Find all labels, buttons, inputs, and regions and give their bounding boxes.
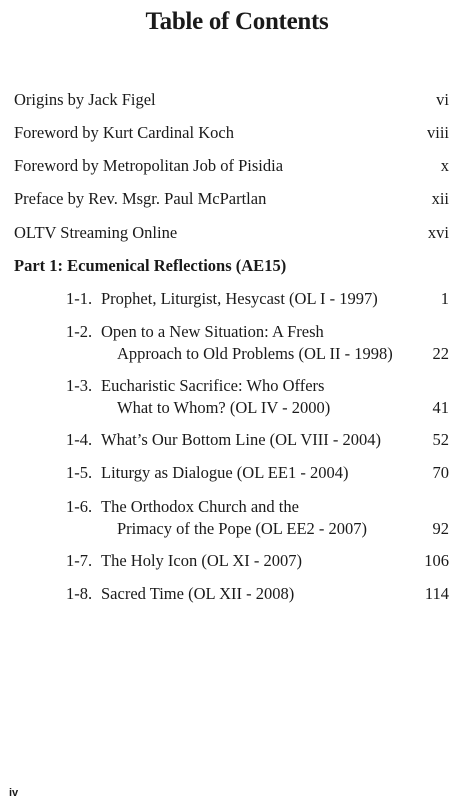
toc-entry[interactable] [14, 155, 449, 177]
toc-entry-label: Foreword by Metropolitan Job of Pisidia [14, 156, 284, 175]
part-heading[interactable]: Part 1: Ecumenical Reflections (AE15) [14, 256, 287, 275]
toc-chapter[interactable] [66, 288, 449, 310]
toc-entry[interactable] [14, 222, 449, 244]
toc-entry[interactable] [14, 188, 449, 210]
toc-entry-label: Foreword by Kurt Cardinal Koch [14, 123, 234, 142]
toc-entry-page: viii [426, 123, 449, 142]
chapter-number: 1-2. [66, 322, 93, 341]
toc-chapter[interactable] [66, 496, 449, 540]
chapter-page: 70 [432, 463, 449, 482]
chapter-title: Liturgy as Dialogue (OL EE1 - 2004) [101, 463, 349, 482]
toc-chapter[interactable] [66, 321, 449, 365]
chapter-page: 1 [440, 289, 449, 308]
page-number: iv [9, 787, 19, 799]
toc-chapter[interactable] [66, 550, 449, 572]
toc-entry[interactable] [14, 89, 449, 111]
chapter-page: 114 [424, 584, 449, 603]
toc-chapter[interactable] [66, 429, 449, 451]
toc-entry-label: Preface by Rev. Msgr. Paul McPartlan [14, 189, 267, 208]
page-title: Table of Contents [145, 8, 329, 35]
toc-chapter[interactable] [66, 462, 449, 484]
chapter-number: 1-3. [66, 376, 93, 395]
chapter-title-continued: What to Whom? (OL IV - 2000) [117, 398, 331, 417]
toc-chapter[interactable] [66, 375, 449, 419]
toc-entry-page: xii [431, 189, 449, 208]
chapter-title: Eucharistic Sacrifice: Who Offers [101, 376, 325, 395]
chapter-page: 22 [432, 344, 449, 363]
chapter-number: 1-5. [66, 463, 93, 482]
chapter-title: Prophet, Liturgist, Hesycast (OL I - 1997) [101, 289, 378, 308]
chapter-page: 41 [432, 398, 449, 417]
chapter-title: Open to a New Situation: A Fresh [101, 322, 324, 341]
chapter-number: 1-6. [66, 497, 93, 516]
toc-entry-label: Origins by Jack Figel [14, 90, 156, 109]
toc-entry-page: vi [436, 90, 449, 109]
chapter-page: 92 [432, 519, 449, 538]
chapter-title: Sacred Time (OL XII - 2008) [101, 584, 295, 603]
chapter-title-continued: Primacy of the Pope (OL EE2 - 2007) [117, 519, 368, 538]
chapter-title: The Holy Icon (OL XI - 2007) [101, 551, 302, 570]
chapter-title: The Orthodox Church and the [101, 497, 299, 516]
chapter-number: 1-8. [66, 584, 93, 603]
toc-entry-label: OLTV Streaming Online [14, 223, 178, 242]
chapter-title-continued: Approach to Old Problems (OL II - 1998) [117, 344, 393, 363]
chapter-number: 1-7. [66, 551, 93, 570]
chapter-page: 106 [424, 551, 449, 570]
toc-entry[interactable] [14, 122, 449, 144]
chapter-number: 1-4. [66, 430, 93, 449]
chapter-page: 52 [432, 430, 449, 449]
toc-chapter[interactable] [66, 583, 449, 605]
toc-entry-page: x [440, 156, 449, 175]
chapter-title: What’s Our Bottom Line (OL VIII - 2004) [101, 430, 381, 449]
chapter-number: 1-1. [66, 289, 93, 308]
toc-entry-page: xvi [427, 223, 449, 242]
